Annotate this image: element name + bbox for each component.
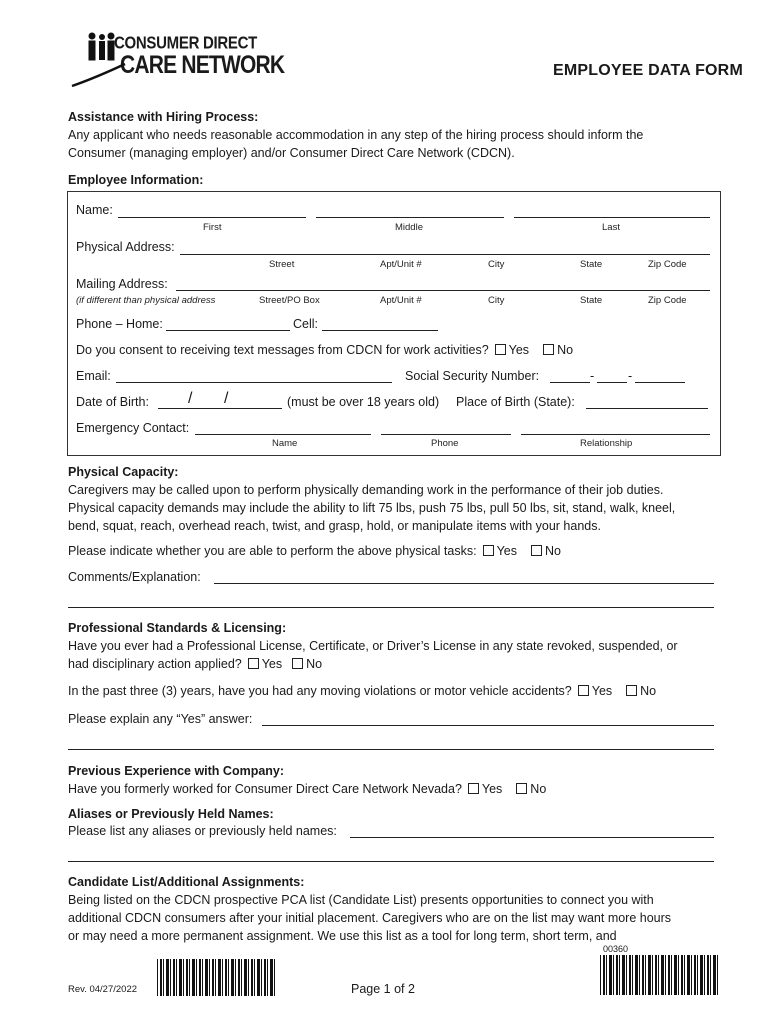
physical-heading: Physical Capacity: xyxy=(68,465,179,479)
aliases-field-line2[interactable] xyxy=(68,861,714,862)
physical-yes-label: Yes xyxy=(496,544,517,558)
ec-relationship-field[interactable] xyxy=(521,434,710,435)
previous-yes-label: Yes xyxy=(481,782,503,796)
candidate-heading: Candidate List/Additional Assignments: xyxy=(68,875,305,889)
hiring-line1: Any applicant who needs reasonable accommodation in any step of the hiring process should inform the xyxy=(68,128,644,142)
ec-name-field[interactable] xyxy=(195,434,371,435)
physical-question: Please indicate whether you are able to perform the above physical tasks: xyxy=(68,544,477,558)
dob-label: Date of Birth: xyxy=(76,395,149,409)
barcode-right xyxy=(600,955,718,995)
last-name-field[interactable] xyxy=(514,217,710,218)
physical-no-label: No xyxy=(544,544,561,558)
candidate-line3: or may need a more permanent assignment. We use this list as a tool for long term, short term, and xyxy=(68,929,617,943)
email-label: Email: xyxy=(76,369,111,383)
dob-field[interactable] xyxy=(158,408,282,409)
consent-no-label: No xyxy=(557,343,574,357)
ec-phone-field[interactable] xyxy=(381,434,511,435)
physical-address-field[interactable] xyxy=(180,254,710,255)
professional-line2: had disciplinary action applied? xyxy=(68,657,242,671)
aliases-label: Please list any aliases or previously held names: xyxy=(68,824,337,838)
cell-field[interactable] xyxy=(322,330,438,331)
phone-home-label: Phone – Home: xyxy=(76,317,163,331)
ec-name-caption: Name xyxy=(272,438,298,449)
license-yes-checkbox[interactable] xyxy=(248,658,259,669)
logo-line1: CONSUMER DIRECT xyxy=(114,33,258,54)
previous-yes-checkbox[interactable] xyxy=(468,783,479,794)
employee-info-box xyxy=(67,191,721,456)
mailing-apt-caption: Apt/Unit # xyxy=(380,295,422,306)
mailing-address-label: Mailing Address: xyxy=(76,277,168,291)
professional-line2-row xyxy=(68,655,322,673)
physical-question-row xyxy=(68,544,561,558)
ssn-dash2: - xyxy=(628,369,633,383)
explain-field[interactable] xyxy=(262,725,714,726)
logo-line2: CARE NETWORK xyxy=(120,51,285,80)
logo xyxy=(70,30,285,92)
logo-swoosh-icon xyxy=(70,60,130,90)
comments-field-line2[interactable] xyxy=(68,607,714,608)
professional-heading: Professional Standards & Licensing: xyxy=(68,621,287,635)
violations-question: In the past three (3) years, have you had any moving violations or motor vehicle accidents? xyxy=(68,684,572,698)
ssn-part1-field[interactable] xyxy=(550,382,590,383)
aliases-heading: Aliases or Previously Held Names: xyxy=(68,807,274,821)
hiring-heading: Assistance with Hiring Process: xyxy=(68,110,259,124)
cell-label: Cell: xyxy=(293,317,319,331)
candidate-line1: Being listed on the CDCN prospective PCA list (Candidate List) presents opportunities to connect you with xyxy=(68,893,654,907)
violations-no-label: No xyxy=(640,684,657,698)
revision-date: Rev. 04/27/2022 xyxy=(68,984,138,995)
employee-info-heading: Employee Information: xyxy=(68,173,204,187)
hiring-line2: Consumer (managing employer) and/or Consumer Direct Care Network (CDCN). xyxy=(68,146,515,160)
aliases-field[interactable] xyxy=(350,837,714,838)
explain-label: Please explain any “Yes” answer: xyxy=(68,712,253,726)
comments-label: Comments/Explanation: xyxy=(68,570,201,584)
previous-no-label: No xyxy=(530,782,547,796)
physical-address-label: Physical Address: xyxy=(76,240,175,254)
name-label: Name: xyxy=(76,203,113,217)
email-field[interactable] xyxy=(116,382,392,383)
consent-row xyxy=(76,343,573,357)
previous-no-checkbox[interactable] xyxy=(516,783,527,794)
physical-state-caption: State xyxy=(580,259,603,270)
consent-no-checkbox[interactable] xyxy=(543,344,554,355)
form-title: EMPLOYEE DATA FORM xyxy=(553,62,743,79)
pob-field[interactable] xyxy=(586,408,708,409)
physical-line3: bend, squat, reach, overhead reach, twist, and grasp, hold, or manipulate items with your hands. xyxy=(68,519,601,533)
mailing-street-caption: Street/PO Box xyxy=(259,295,320,306)
license-no-checkbox[interactable] xyxy=(292,658,303,669)
mailing-note: (if different than physical address xyxy=(76,295,216,306)
previous-question: Have you formerly worked for Consumer Direct Care Network Nevada? xyxy=(68,782,462,796)
ssn-label: Social Security Number: xyxy=(405,369,540,383)
form-code: 00360 xyxy=(603,944,629,954)
middle-name-field[interactable] xyxy=(316,217,504,218)
license-no-label: No xyxy=(306,657,323,671)
emergency-label: Emergency Contact: xyxy=(76,421,190,435)
consent-yes-label: Yes xyxy=(508,343,530,357)
consent-yes-checkbox[interactable] xyxy=(495,344,506,355)
mailing-state-caption: State xyxy=(580,295,603,306)
mailing-city-caption: City xyxy=(488,295,505,306)
dob-note: (must be over 18 years old) xyxy=(287,395,440,409)
explain-field-line2[interactable] xyxy=(68,749,714,750)
physical-line1: Caregivers may be called upon to perform physically demanding work in the performance of their job duties. xyxy=(68,483,664,497)
mailing-zip-caption: Zip Code xyxy=(648,295,687,306)
physical-street-caption: Street xyxy=(269,259,295,270)
phone-home-field[interactable] xyxy=(166,330,290,331)
physical-apt-caption: Apt/Unit # xyxy=(380,259,422,270)
page-number: Page 1 of 2 xyxy=(351,982,415,996)
previous-heading: Previous Experience with Company: xyxy=(68,764,285,778)
previous-row xyxy=(68,780,546,798)
violations-yes-label: Yes xyxy=(591,684,613,698)
violations-no-checkbox[interactable] xyxy=(626,685,637,696)
mailing-address-field[interactable] xyxy=(176,290,710,291)
candidate-line2: additional CDCN consumers after your initial placement. Caregivers who are on the list may want more hours xyxy=(68,911,672,925)
professional-line1: Have you ever had a Professional License, Certificate, or Driver’s License in any state revoked, suspended, or xyxy=(68,639,678,653)
physical-city-caption: City xyxy=(488,259,505,270)
last-caption: Last xyxy=(602,222,620,233)
physical-yes-checkbox[interactable] xyxy=(483,545,494,556)
physical-zip-caption: Zip Code xyxy=(648,259,687,270)
license-yes-label: Yes xyxy=(261,657,283,671)
consent-question: Do you consent to receiving text messages from CDCN for work activities? xyxy=(76,343,489,357)
first-caption: First xyxy=(203,222,222,233)
physical-line2: Physical capacity demands may include the ability to lift 75 lbs, push 75 lbs, pull 50 lbs, sit, stand, walk, kneel, xyxy=(68,501,676,515)
dob-slash2: / xyxy=(224,390,229,407)
ssn-part3-field[interactable] xyxy=(635,382,685,383)
physical-no-checkbox[interactable] xyxy=(531,545,542,556)
barcode-left xyxy=(157,959,277,996)
pob-label: Place of Birth (State): xyxy=(456,395,575,409)
comments-field[interactable] xyxy=(214,583,714,584)
ssn-part2-field[interactable] xyxy=(597,382,627,383)
ec-phone-caption: Phone xyxy=(431,438,459,449)
first-name-field[interactable] xyxy=(118,217,306,218)
ec-relationship-caption: Relationship xyxy=(580,438,633,449)
violations-yes-checkbox[interactable] xyxy=(578,685,589,696)
dob-slash1: / xyxy=(188,390,193,407)
ssn-dash1: - xyxy=(590,369,595,383)
violations-row xyxy=(68,684,656,698)
middle-caption: Middle xyxy=(395,222,423,233)
